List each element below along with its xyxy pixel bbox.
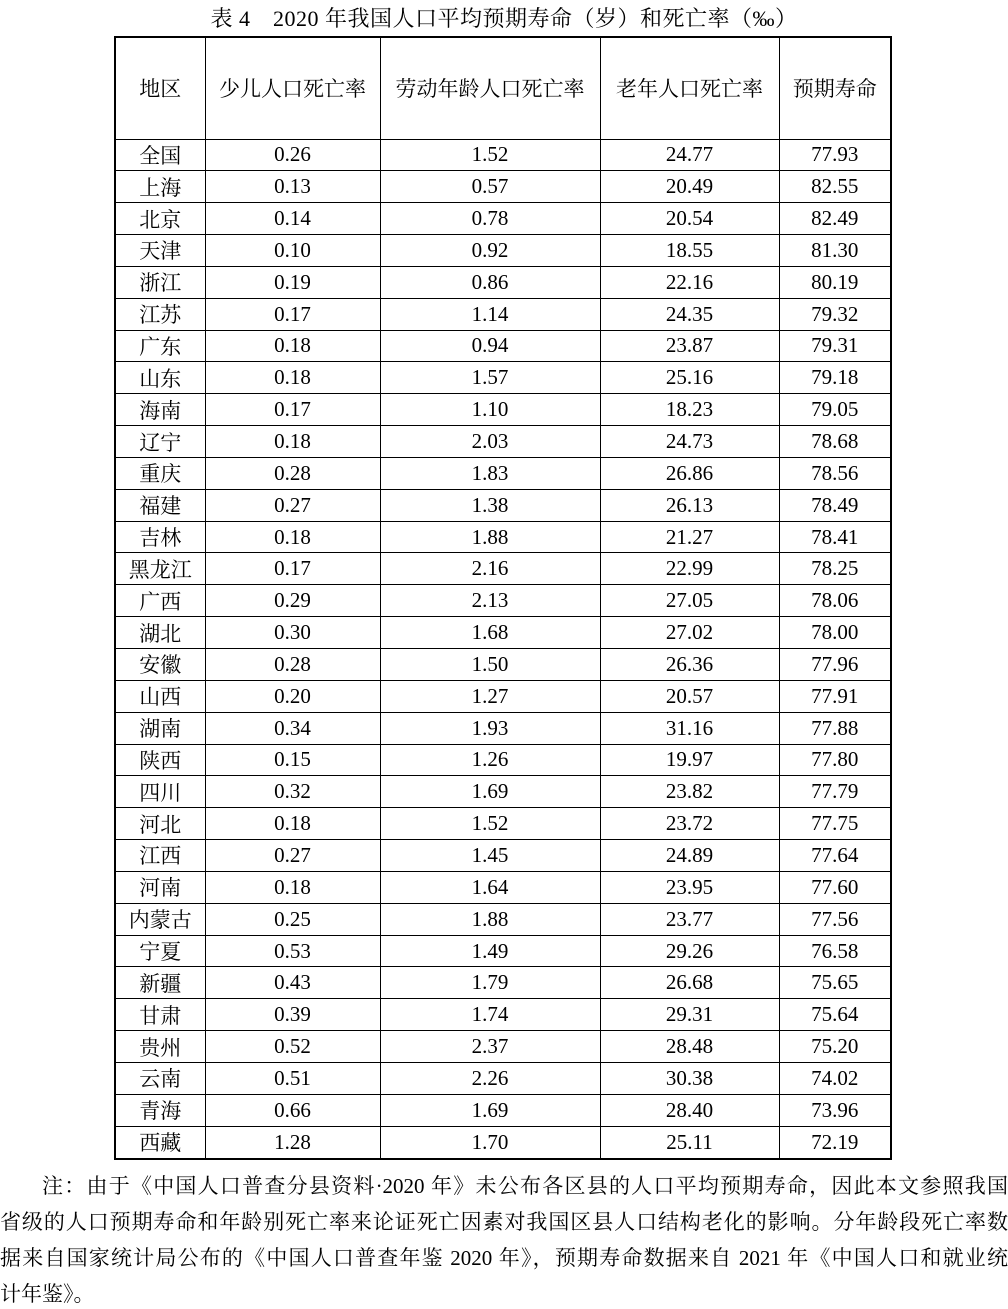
table-header xyxy=(115,37,891,139)
value-cell: 75.65 xyxy=(779,967,891,999)
value-cell: 1.93 xyxy=(380,712,600,744)
value-cell: 28.40 xyxy=(600,1094,779,1126)
region-cell: 海南 xyxy=(115,394,205,426)
header-life-expectancy: 预期寿命 xyxy=(779,37,891,139)
value-cell: 18.55 xyxy=(600,235,779,267)
value-cell: 77.96 xyxy=(779,649,891,681)
value-cell: 0.25 xyxy=(205,903,380,935)
value-cell: 0.32 xyxy=(205,776,380,808)
table-row xyxy=(115,457,891,489)
note-line: 注：由于《中国人口普查分县资料·2020 年》未公布各区县的人口平均预期寿命，因此本文参照我国 xyxy=(42,1174,1008,1198)
value-cell: 2.26 xyxy=(380,1062,600,1094)
region-cell: 山西 xyxy=(115,680,205,712)
value-cell: 0.66 xyxy=(205,1094,380,1126)
value-cell: 78.00 xyxy=(779,617,891,649)
value-cell: 0.17 xyxy=(205,553,380,585)
value-cell: 1.83 xyxy=(380,457,600,489)
region-cell: 天津 xyxy=(115,235,205,267)
region-cell: 贵州 xyxy=(115,1031,205,1063)
value-cell: 22.16 xyxy=(600,266,779,298)
region-cell: 新疆 xyxy=(115,967,205,999)
value-cell: 0.86 xyxy=(380,266,600,298)
value-cell: 78.49 xyxy=(779,489,891,521)
note-line: 省级的人口预期寿命和年龄别死亡率来论证死亡因素对我国区县人口结构老化的影响。分年龄段死亡率数 xyxy=(0,1210,1008,1234)
region-cell: 内蒙古 xyxy=(115,903,205,935)
note-line: 计年鉴》。 xyxy=(0,1282,95,1306)
table-row xyxy=(115,266,891,298)
region-cell: 河北 xyxy=(115,808,205,840)
value-cell: 0.57 xyxy=(380,171,600,203)
value-cell: 24.77 xyxy=(600,139,779,171)
value-cell: 0.18 xyxy=(205,426,380,458)
region-cell: 陕西 xyxy=(115,744,205,776)
region-cell: 河南 xyxy=(115,871,205,903)
value-cell: 73.96 xyxy=(779,1094,891,1126)
value-cell: 79.05 xyxy=(779,394,891,426)
value-cell: 2.37 xyxy=(380,1031,600,1063)
value-cell: 77.88 xyxy=(779,712,891,744)
region-cell: 福建 xyxy=(115,489,205,521)
value-cell: 20.54 xyxy=(600,203,779,235)
value-cell: 79.31 xyxy=(779,330,891,362)
value-cell: 26.13 xyxy=(600,489,779,521)
value-cell: 1.88 xyxy=(380,521,600,553)
region-cell: 上海 xyxy=(115,171,205,203)
value-cell: 0.28 xyxy=(205,649,380,681)
value-cell: 0.18 xyxy=(205,330,380,362)
table-row xyxy=(115,999,891,1031)
header-region: 地区 xyxy=(115,37,205,139)
value-cell: 78.56 xyxy=(779,457,891,489)
value-cell: 24.73 xyxy=(600,426,779,458)
region-cell: 北京 xyxy=(115,203,205,235)
table-row xyxy=(115,585,891,617)
value-cell: 1.88 xyxy=(380,903,600,935)
value-cell: 1.69 xyxy=(380,776,600,808)
table-row xyxy=(115,649,891,681)
value-cell: 1.64 xyxy=(380,871,600,903)
table-row xyxy=(115,1031,891,1063)
value-cell: 82.55 xyxy=(779,171,891,203)
value-cell: 0.43 xyxy=(205,967,380,999)
value-cell: 1.68 xyxy=(380,617,600,649)
value-cell: 0.13 xyxy=(205,171,380,203)
region-cell: 黑龙江 xyxy=(115,553,205,585)
value-cell: 75.64 xyxy=(779,999,891,1031)
value-cell: 18.23 xyxy=(600,394,779,426)
value-cell: 0.18 xyxy=(205,362,380,394)
table-row xyxy=(115,617,891,649)
table-row xyxy=(115,1062,891,1094)
value-cell: 20.49 xyxy=(600,171,779,203)
value-cell: 0.27 xyxy=(205,489,380,521)
header-child-mortality: 少儿人口死亡率 xyxy=(205,37,380,139)
value-cell: 0.17 xyxy=(205,298,380,330)
value-cell: 30.38 xyxy=(600,1062,779,1094)
region-cell: 广西 xyxy=(115,585,205,617)
value-cell: 1.70 xyxy=(380,1126,600,1159)
mortality-life-expectancy-table xyxy=(114,36,892,1160)
value-cell: 1.38 xyxy=(380,489,600,521)
value-cell: 0.39 xyxy=(205,999,380,1031)
table-row xyxy=(115,553,891,585)
value-cell: 2.03 xyxy=(380,426,600,458)
header-working-age-mortality: 劳动年龄人口死亡率 xyxy=(380,37,600,139)
value-cell: 79.32 xyxy=(779,298,891,330)
value-cell: 0.52 xyxy=(205,1031,380,1063)
value-cell: 29.31 xyxy=(600,999,779,1031)
region-cell: 浙江 xyxy=(115,266,205,298)
value-cell: 1.79 xyxy=(380,967,600,999)
value-cell: 1.57 xyxy=(380,362,600,394)
value-cell: 22.99 xyxy=(600,553,779,585)
value-cell: 1.74 xyxy=(380,999,600,1031)
value-cell: 1.27 xyxy=(380,680,600,712)
value-cell: 1.49 xyxy=(380,935,600,967)
value-cell: 1.26 xyxy=(380,744,600,776)
value-cell: 78.68 xyxy=(779,426,891,458)
value-cell: 19.97 xyxy=(600,744,779,776)
region-cell: 云南 xyxy=(115,1062,205,1094)
value-cell: 29.26 xyxy=(600,935,779,967)
table-row xyxy=(115,139,891,171)
value-cell: 0.10 xyxy=(205,235,380,267)
table-row xyxy=(115,776,891,808)
region-cell: 甘肃 xyxy=(115,999,205,1031)
table-row xyxy=(115,1126,891,1159)
value-cell: 2.16 xyxy=(380,553,600,585)
region-cell: 山东 xyxy=(115,362,205,394)
value-cell: 77.60 xyxy=(779,871,891,903)
value-cell: 26.68 xyxy=(600,967,779,999)
value-cell: 0.18 xyxy=(205,521,380,553)
header-elderly-mortality: 老年人口死亡率 xyxy=(600,37,779,139)
table-row xyxy=(115,840,891,872)
table-row xyxy=(115,489,891,521)
value-cell: 20.57 xyxy=(600,680,779,712)
table-row xyxy=(115,935,891,967)
value-cell: 0.18 xyxy=(205,871,380,903)
value-cell: 1.14 xyxy=(380,298,600,330)
region-cell: 青海 xyxy=(115,1094,205,1126)
value-cell: 80.19 xyxy=(779,266,891,298)
region-cell: 安徽 xyxy=(115,649,205,681)
value-cell: 0.94 xyxy=(380,330,600,362)
table-row xyxy=(115,426,891,458)
value-cell: 75.20 xyxy=(779,1031,891,1063)
table-row xyxy=(115,171,891,203)
value-cell: 77.91 xyxy=(779,680,891,712)
value-cell: 1.69 xyxy=(380,1094,600,1126)
value-cell: 27.05 xyxy=(600,585,779,617)
region-cell: 吉林 xyxy=(115,521,205,553)
table-row xyxy=(115,235,891,267)
value-cell: 2.13 xyxy=(380,585,600,617)
value-cell: 77.79 xyxy=(779,776,891,808)
value-cell: 0.18 xyxy=(205,808,380,840)
value-cell: 23.72 xyxy=(600,808,779,840)
region-cell: 江苏 xyxy=(115,298,205,330)
value-cell: 0.17 xyxy=(205,394,380,426)
table-row xyxy=(115,744,891,776)
table-body xyxy=(115,139,891,1159)
value-cell: 0.15 xyxy=(205,744,380,776)
value-cell: 0.34 xyxy=(205,712,380,744)
table-row xyxy=(115,871,891,903)
value-cell: 1.52 xyxy=(380,808,600,840)
region-cell: 西藏 xyxy=(115,1126,205,1159)
value-cell: 0.30 xyxy=(205,617,380,649)
table-row xyxy=(115,903,891,935)
value-cell: 0.26 xyxy=(205,139,380,171)
region-cell: 湖北 xyxy=(115,617,205,649)
table-row xyxy=(115,203,891,235)
table-row xyxy=(115,1094,891,1126)
value-cell: 0.20 xyxy=(205,680,380,712)
value-cell: 1.50 xyxy=(380,649,600,681)
value-cell: 77.75 xyxy=(779,808,891,840)
value-cell: 27.02 xyxy=(600,617,779,649)
value-cell: 1.10 xyxy=(380,394,600,426)
value-cell: 0.19 xyxy=(205,266,380,298)
region-cell: 江西 xyxy=(115,840,205,872)
note xyxy=(0,1168,1008,1309)
value-cell: 28.48 xyxy=(600,1031,779,1063)
region-cell: 辽宁 xyxy=(115,426,205,458)
table-row xyxy=(115,521,891,553)
value-cell: 78.25 xyxy=(779,553,891,585)
header-row xyxy=(115,37,891,139)
table-row xyxy=(115,712,891,744)
region-cell: 广东 xyxy=(115,330,205,362)
value-cell: 0.27 xyxy=(205,840,380,872)
table-row xyxy=(115,808,891,840)
value-cell: 26.36 xyxy=(600,649,779,681)
value-cell: 0.51 xyxy=(205,1062,380,1094)
table-title: 表 4 2020 年我国人口平均预期寿命（岁）和死亡率（‰） xyxy=(210,6,798,31)
value-cell: 1.28 xyxy=(205,1126,380,1159)
table-row xyxy=(115,967,891,999)
value-cell: 0.78 xyxy=(380,203,600,235)
region-cell: 四川 xyxy=(115,776,205,808)
table-row xyxy=(115,394,891,426)
region-cell: 宁夏 xyxy=(115,935,205,967)
value-cell: 0.14 xyxy=(205,203,380,235)
value-cell: 25.16 xyxy=(600,362,779,394)
value-cell: 77.56 xyxy=(779,903,891,935)
region-cell: 重庆 xyxy=(115,457,205,489)
value-cell: 25.11 xyxy=(600,1126,779,1159)
value-cell: 26.86 xyxy=(600,457,779,489)
value-cell: 24.89 xyxy=(600,840,779,872)
value-cell: 79.18 xyxy=(779,362,891,394)
note-line: 据来自国家统计局公布的《中国人口普查年鉴 2020 年》，预期寿命数据来自 2021 年《中国人口和就业统 xyxy=(0,1246,1008,1270)
region-cell: 全国 xyxy=(115,139,205,171)
table-row xyxy=(115,298,891,330)
region-cell: 湖南 xyxy=(115,712,205,744)
value-cell: 31.16 xyxy=(600,712,779,744)
table-row xyxy=(115,680,891,712)
value-cell: 77.93 xyxy=(779,139,891,171)
value-cell: 77.80 xyxy=(779,744,891,776)
value-cell: 21.27 xyxy=(600,521,779,553)
value-cell: 24.35 xyxy=(600,298,779,330)
value-cell: 81.30 xyxy=(779,235,891,267)
value-cell: 1.45 xyxy=(380,840,600,872)
value-cell: 72.19 xyxy=(779,1126,891,1159)
value-cell: 23.95 xyxy=(600,871,779,903)
value-cell: 77.64 xyxy=(779,840,891,872)
value-cell: 74.02 xyxy=(779,1062,891,1094)
value-cell: 0.53 xyxy=(205,935,380,967)
value-cell: 82.49 xyxy=(779,203,891,235)
value-cell: 1.52 xyxy=(380,139,600,171)
value-cell: 78.41 xyxy=(779,521,891,553)
table-row xyxy=(115,362,891,394)
value-cell: 23.77 xyxy=(600,903,779,935)
value-cell: 0.29 xyxy=(205,585,380,617)
value-cell: 78.06 xyxy=(779,585,891,617)
value-cell: 76.58 xyxy=(779,935,891,967)
value-cell: 23.82 xyxy=(600,776,779,808)
value-cell: 0.28 xyxy=(205,457,380,489)
value-cell: 23.87 xyxy=(600,330,779,362)
table-row xyxy=(115,330,891,362)
value-cell: 0.92 xyxy=(380,235,600,267)
